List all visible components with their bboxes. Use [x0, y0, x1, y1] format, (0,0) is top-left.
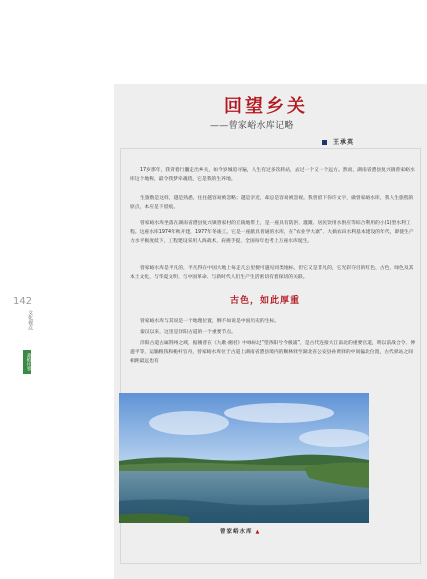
paragraph: 17岁那年，我背着行囊走出乡关，如今岁城追寻遍，人生有过多次转站，去过一个又一个远方。然而，湖南省澧县复兴镇曾家峪水库这个地称，最令我梦牵魂绕，它是我的生养地。	[130, 168, 415, 182]
caption-triangle-icon: ▲	[255, 529, 261, 535]
paragraph: 曾家峪水库与其说是一个地理位置，倒不如说是中国历史的生标。	[140, 319, 280, 324]
paragraph: 洋阳古道古属荆州之域，据刚普在《九歌·湘君》中咏标过“望涔阳兮今极浦”，是古代连接大江南北的重要官道，明以前战合令、伸递平等，运输粮钱和桅杆官舟，曾家峪水库位于古道上湖南省澧县境内的顺林驿至湖北省公安县孙黄驿的中间偏北位置，古代驿站之间相距最远也有	[130, 341, 416, 364]
column-badge: 桑植往事	[23, 350, 31, 374]
column-label: 文化视点	[27, 310, 33, 330]
reservoir-photo	[119, 393, 369, 523]
section-heading: 古色，如此厚重	[229, 296, 300, 306]
author-name: 王承英	[333, 139, 355, 146]
paragraph: 曾家峪水库是平凡的，平凡得在中国大地上每走几公里便可遇见同类地标，但它又是非凡的，它光彩夺目的红色、古色、绿色及其本土文化，与华夏文明、与中国革命、与新时代人们生产生活密切有着探切的关联。	[130, 266, 414, 280]
page-number: 142	[13, 296, 33, 307]
photo-caption	[220, 527, 340, 535]
caption-text: 曾家峪水库	[220, 529, 253, 535]
paragraph: 生旅数是这样，越是熟悉，往往越容易被忽略；越是亲近，却总是容易被忽视。我曾留下你许文字，做曾家峪水库，我人生旅程的原点，本应是下留痕。	[130, 196, 414, 210]
paragraph: 曾家峪水库坐落在湖南省澧县复兴镇曾家村的丘陵地带上，是一座具有防洪、灌溉、居民饮用水供应等综合利用的小(1)型水利工程。这座水库1974年秋开建，1977年冬竣工。它是一座献具普通的水库，在“农业学大寨”、大搞农田水利基本建设的年代，即使生产力水平极度低下，工程建设采用人海战术，肩挑手提，全国每年也考上万座水库诞生。	[130, 221, 414, 244]
article-title: 回望乡关	[224, 96, 308, 117]
author-square-icon	[322, 140, 327, 145]
paragraph: 秦汉以来，这里是洋阳古道的一个重要节点。	[140, 330, 236, 335]
author-line	[322, 137, 402, 146]
article-subtitle: ——曾家峪水库记略	[210, 121, 294, 131]
